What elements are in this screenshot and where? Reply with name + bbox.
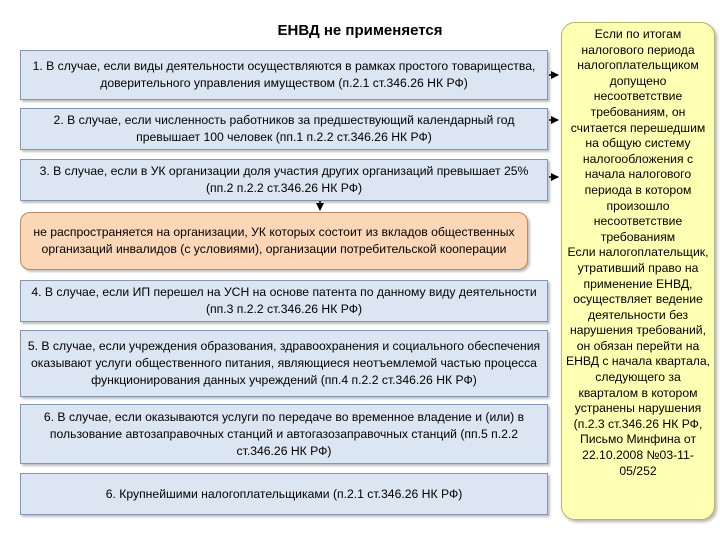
case-2-text: 2. В случае, если численность работников за предшествующий календарный год превышает 100 человек (пп.1 п.2.2 ст.346.26 НК РФ) bbox=[53, 113, 515, 144]
exception-text: не распространяется на организации, УК которых состоит из вкладов общественных организаций инвалидов (с условиями), организации потребительской кооперации bbox=[33, 225, 515, 256]
case-4-box bbox=[20, 280, 548, 322]
case-5-box bbox=[20, 330, 548, 397]
case-1-text: 1. В случае, если виды деятельности осуществляются в рамках простого товарищества, доверительного управления имуществом (п.2.1 ст.346.26 НК РФ) bbox=[32, 59, 536, 90]
case-3-text: 3. В случае, если в УК организации доля участия других организаций превышает 25% (пп.2 п.2.2 ст.346.26 НК РФ) bbox=[39, 164, 529, 195]
case-1-box bbox=[20, 50, 548, 100]
case-7-box bbox=[20, 473, 548, 515]
case-6-box bbox=[20, 404, 548, 464]
exception-box bbox=[20, 212, 528, 270]
case-4-text: 4. В случае, если ИП перешел на УСН на основе патента по данному виду деятельности (пп.3 п.2.2 ст.346.26 НК РФ) bbox=[31, 285, 537, 316]
case-3-box bbox=[20, 159, 548, 201]
case-2-box bbox=[20, 108, 548, 150]
side-note-box: Если по итогам налогового периода налогоплательщиком допущено несоответствие требованиям, он считается перешедшим на общую систему налогообложения с начала налогового периода в котором произошло несоответствие требованиям Если налогоплательщик, утративший право на применение ЕНВД, осуществляет ведение деятельности без нарушения требований, он обязан перейти на ЕНВД с начала квартала, следующего за кварталом в котором устранены нарушения (п.2.3 ст.346.26 НК РФ, Письмо Минфина от 22.10.2008 №03-11-05/252 bbox=[561, 22, 715, 520]
case-5-text: 5. В случае, если учреждения образования, здравоохранения и социального обеспечения оказывают услуги общественного питания, являющиеся неотъемлемой частью процесса функционирования данных учреждений (пп.4 п.2.2 ст.346.26 НК РФ) bbox=[27, 339, 541, 387]
page-title: ЕНВД не применяется bbox=[277, 22, 443, 39]
case-6-text: 6. В случае, если оказываются услуги по передаче во временное владение и (или) в пользование автозаправочных станций и автогазозаправочных станций (пп.5 п.2.2 ст.346.26 НК РФ) bbox=[43, 409, 525, 458]
case-7-text: 6. Крупнейшими налогоплательщиками (п.2.1 ст.346.26 НК РФ) bbox=[105, 486, 463, 501]
